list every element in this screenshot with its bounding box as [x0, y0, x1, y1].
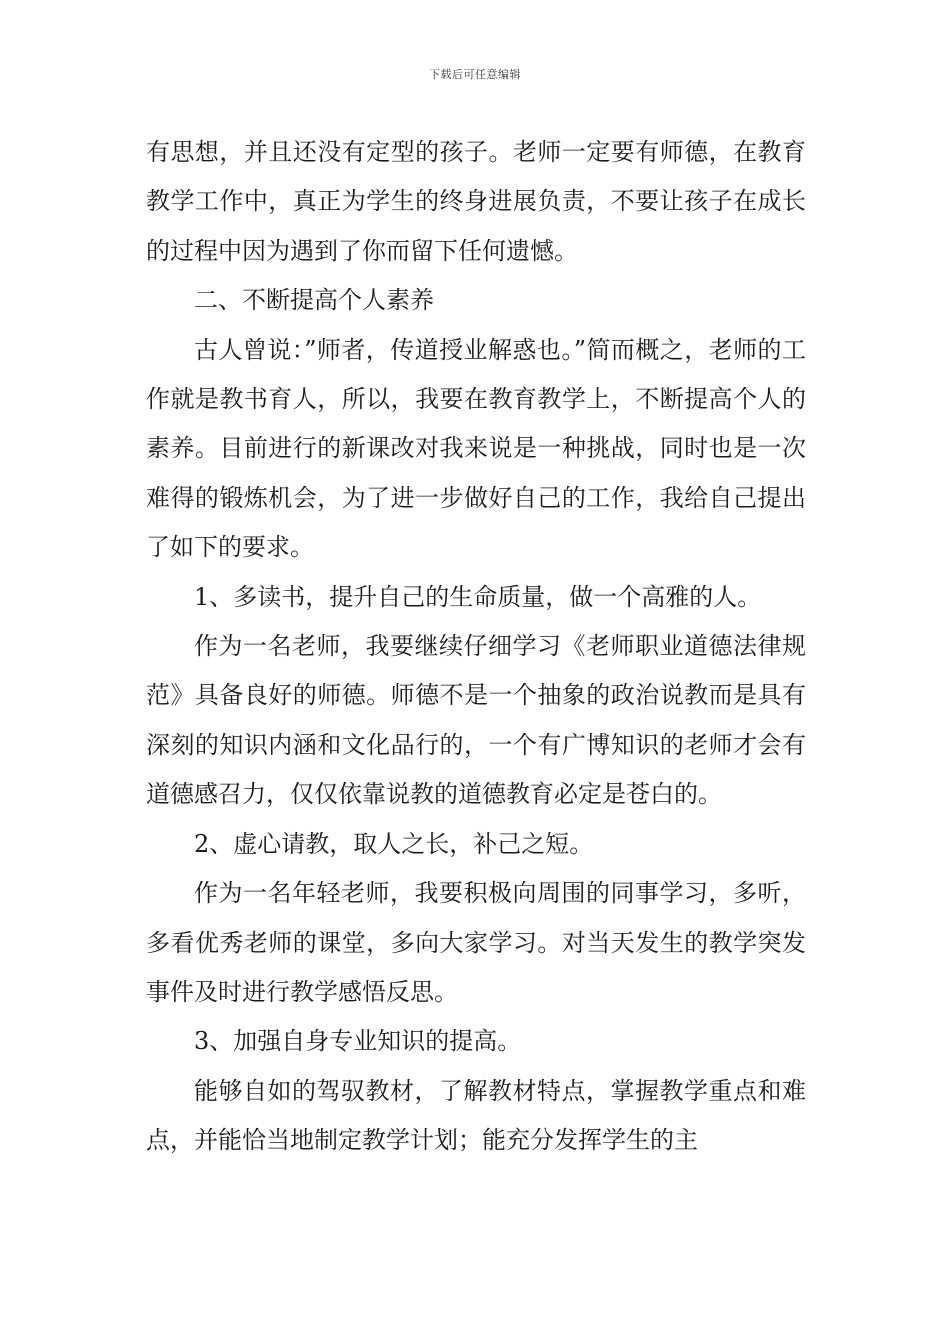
- list-item-2: 2、虚心请教，取人之长，补己之短。: [194, 829, 594, 858]
- paragraph-9: 能够自如的驾驭教材，了解教材特点，掌握教学重点和难点，并能恰当地制定教学计划；能充分发挥学生的主: [146, 1076, 806, 1155]
- paragraph-7: 作为一名年轻老师，我要积极向周围的同事学习，多听，多看优秀老师的课堂，多向大家学习。对当天发生的教学突发事件及时进行教学感悟反思。: [146, 879, 806, 1006]
- paragraph-1: 有思想，并且还没有定型的孩子。老师一定要有师德，在教育教学工作中，真正为学生的终身进展负责，不要让孩子在成长的过程中因为遇到了你而留下任何遗憾。: [146, 138, 806, 265]
- list-item-3: 3、加强自身专业知识的提高。: [194, 1027, 522, 1056]
- section-heading-2: 二、不断提高个人素养: [194, 286, 434, 315]
- document-body: [146, 128, 806, 1166]
- page-header: 下载后可任意编辑: [429, 68, 521, 81]
- paragraph-3: 古人曾说：”师者，传道授业解惑也。”简而概之，老师的工作就是教书育人，所以，我要在教育教学上，不断提高个人的素养。目前进行的新课改对我来说是一种挑战，同时也是一次难得的锻炼机会，为了进一步做好自己的工作，我给自己提出了如下的要求。: [146, 335, 806, 562]
- list-item-1: 1、多读书，提升自己的生命质量，做一个高雅的人。: [194, 582, 762, 611]
- paragraph-5: 作为一名老师，我要继续仔细学习《老师职业道德法律规范》具备良好的师德。师德不是一个抽象的政治说教而是具有深刻的知识内涵和文化品行的，一个有广博知识的老师才会有道德感召力，仅仅依靠说教的道德教育必定是苍白的。: [146, 632, 806, 809]
